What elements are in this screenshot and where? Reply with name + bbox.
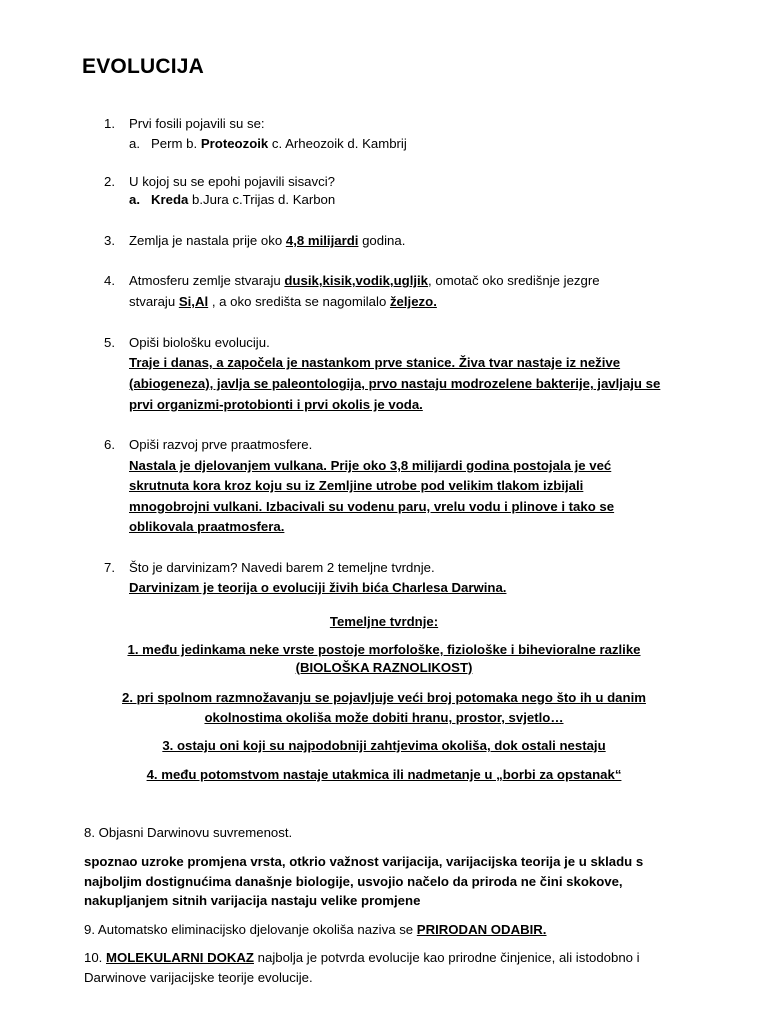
q4-number: 4. bbox=[104, 273, 115, 288]
q3-pre: Zemlja je nastala prije oko bbox=[129, 233, 286, 248]
q5-question: Opiši biološku evoluciju. bbox=[129, 335, 270, 350]
q7-claim-line: okolnostima okoliša može dobiti hranu, prostor, svjetlo… bbox=[204, 710, 564, 725]
q1-options bbox=[151, 135, 407, 153]
q9-answer: PRIRODAN ODABIR. bbox=[416, 922, 547, 937]
q4-answer-2: Si,Al bbox=[178, 294, 209, 309]
q2-options-post: b.Jura c.Trijas d. Karbon bbox=[188, 192, 336, 207]
q1-question: Prvi fosili pojavili su se: bbox=[129, 116, 265, 131]
q8-answer-line: nakupljanjem sitnih varijacija nastaju velike promjene bbox=[84, 893, 421, 908]
q2-answer: Kreda bbox=[151, 192, 189, 207]
q1-options-pre: Perm b. bbox=[151, 136, 201, 151]
q8-answer-line: spoznao uzroke promjena vrsta, otkrio važnost varijacija, varijacijska teorija je u skladu s bbox=[84, 854, 644, 869]
q5-answer-line: Traje i danas, a započela je nastankom prve stanice. Živa tvar nastaje iz nežive bbox=[129, 355, 621, 370]
q10-line-2: Darwinove varijacijske teorije evolucije. bbox=[84, 970, 313, 985]
q6-answer-line: Nastala je djelovanjem vulkana. Prije oko 3,8 milijardi godina postojala je već bbox=[129, 458, 612, 473]
q1-options-post: c. Arheozoik d. Kambrij bbox=[268, 136, 407, 151]
q1-answer: Proteozoik bbox=[200, 136, 269, 151]
q3-number: 3. bbox=[104, 233, 115, 248]
q4-line-1 bbox=[129, 272, 600, 290]
q4-answer-3: željezo. bbox=[389, 294, 437, 309]
q2-question: U kojoj su se epohi pojavili sisavci? bbox=[129, 174, 335, 189]
q1-option-a: a. bbox=[129, 136, 140, 151]
q9-question bbox=[84, 920, 546, 940]
q1-number: 1. bbox=[104, 116, 115, 131]
q5-number: 5. bbox=[104, 335, 115, 350]
q2-number: 2. bbox=[104, 174, 115, 189]
q10-line-1 bbox=[84, 948, 640, 968]
q8-answer-line: najboljim dostignućima današnje biologije, usvojio načelo da priroda ne čini skokove, bbox=[84, 874, 623, 889]
q7-claims-heading: Temeljne tvrdnje: bbox=[329, 614, 439, 629]
q4-mid: , omotač oko središnje jezgre bbox=[428, 273, 600, 288]
q2-option-a: a. bbox=[129, 192, 140, 207]
q7-question: Što je darvinizam? Navedi barem 2 temeljne tvrdnje. bbox=[129, 560, 435, 575]
q4-mid2: , a oko središta se nagomilalo bbox=[208, 294, 390, 309]
q7-claim-line: 1. među jedinkama neke vrste postoje morfološke, fiziološke i bihevioralne razlike bbox=[127, 642, 641, 657]
q2-options bbox=[151, 191, 335, 209]
q6-number: 6. bbox=[104, 437, 115, 452]
q10-pre: 10. bbox=[84, 950, 106, 965]
q8-question: 8. Objasni Darwinovu suvremenost. bbox=[84, 825, 293, 840]
q5-answer-line: (abiogeneza), javlja se paleontologija, prvo nastaju modrozelene bakterije, javljaju se bbox=[129, 376, 661, 391]
q6-answer-line: skrutnuta kora kroz koju su iz Zemljine utrobe pod velikim tlakom izbijali bbox=[129, 478, 584, 493]
q7-claim-line: (BIOLOŠKA RAZNOLIKOST) bbox=[295, 660, 473, 675]
q4-pre2: stvaraju bbox=[129, 294, 179, 309]
q7-claim-line: 3. ostaju oni koji su najpodobniji zahtjevima okoliša, dok ostali nestaju bbox=[162, 738, 606, 753]
q5-answer-line: prvi organizmi-protobionti i prvi okolis je voda. bbox=[129, 397, 423, 412]
q7-claim-line: 2. pri spolnom razmnožavanju se pojavljuje veći broj potomaka nego što ih u danim bbox=[122, 690, 646, 705]
q7-answer: Darvinizam je teorija o evoluciji živih bića Charlesa Darwina. bbox=[129, 580, 507, 595]
q10-post: najbolja je potvrda evolucije kao prirodne činjenice, ali istodobno i bbox=[253, 950, 640, 965]
q6-answer-line: mnogobrojni vulkani. Izbacivali su vodenu paru, vrelu vodu i plinove i tako se bbox=[129, 499, 615, 514]
page-title: EVOLUCIJA bbox=[82, 55, 204, 78]
q6-answer-line: oblikovala praatmosfera. bbox=[129, 519, 285, 534]
q10-answer: MOLEKULARNI DOKAZ bbox=[106, 950, 254, 965]
q7-claim-line: 4. među potomstvom nastaje utakmica ili nadmetanje u „borbi za opstanak“ bbox=[146, 767, 622, 782]
q9-pre: 9. Automatsko eliminacijsko djelovanje okoliša naziva se bbox=[84, 922, 417, 937]
q7-number: 7. bbox=[104, 560, 115, 575]
q6-question: Opiši razvoj prve praatmosfere. bbox=[129, 437, 313, 452]
q3-answer: 4,8 milijardi bbox=[285, 233, 359, 248]
q3-post: godina. bbox=[358, 233, 406, 248]
q4-pre: Atmosferu zemlje stvaraju bbox=[129, 273, 285, 288]
q4-answer-1: dusik,kisik,vodik,ugljik bbox=[284, 273, 429, 288]
q3-question bbox=[129, 232, 405, 250]
q4-line-2 bbox=[129, 293, 437, 311]
